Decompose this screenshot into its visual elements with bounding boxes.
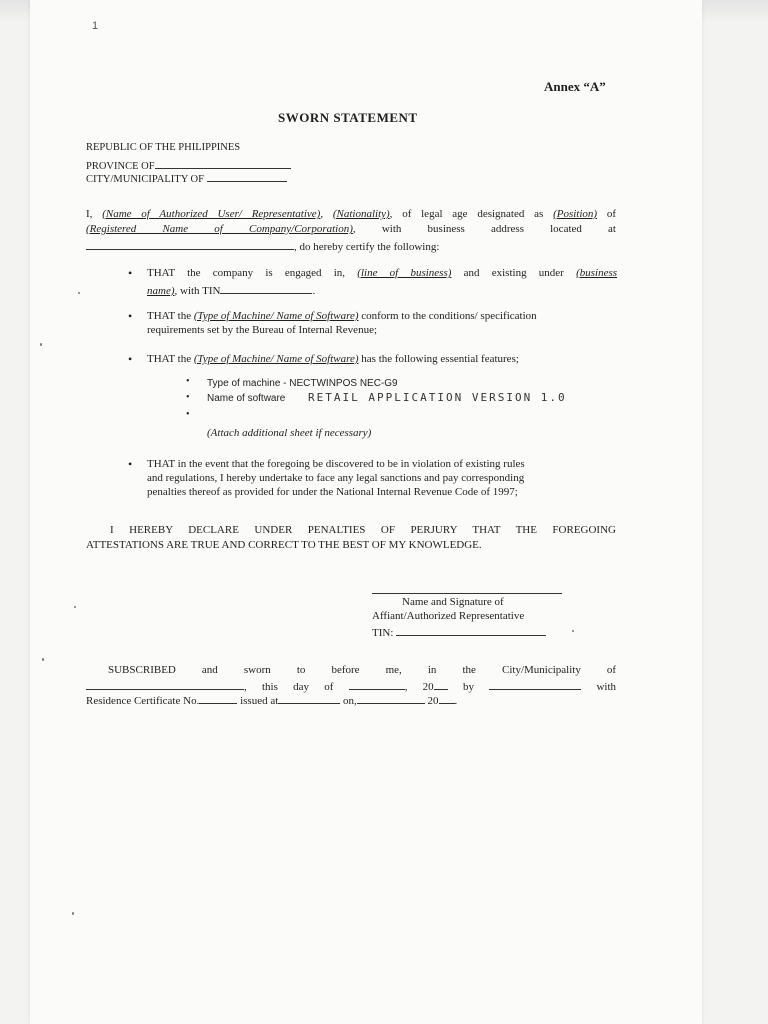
attach-note: (Attach additional sheet if necessary) (207, 427, 372, 439)
bullet3-line1: THAT the (Type of Machine/ Name of Software) has the following essential features; (147, 353, 519, 365)
subscribed-line3: Residence Certificate No. issued at on, 20 . (86, 692, 457, 707)
scan-speck (74, 606, 76, 608)
line-of-business-field: (line of business) (357, 267, 452, 279)
bullet4-line3: penalties thereof as provided for under the National Internal Revenue Code of 1997; (147, 486, 518, 498)
signature-tin-blank (396, 624, 546, 636)
company-field: (Registered Name of Company/Corporation) (86, 223, 353, 235)
scan-speck (572, 630, 574, 632)
day-blank (349, 678, 405, 690)
feature-software-label: Name of software (207, 393, 286, 404)
feature-machine-type: Type of machine - NECTWINPOS NEC-G9 (207, 378, 398, 389)
bullet-dot: • (128, 457, 133, 471)
header-city (86, 170, 287, 185)
bullet-dot: • (128, 352, 133, 366)
bullet1-line2: name), with TIN . (147, 282, 315, 297)
bullet4-line2: and regulations, I hereby undertake to face any legal sanctions and pay corresponding (147, 472, 525, 484)
machine-software-field: (Type of Machine/ Name of Software) (193, 310, 359, 322)
address-blank (86, 238, 294, 250)
city-label: CITY/MUNICIPALITY OF (86, 174, 204, 185)
signature-line (372, 593, 562, 594)
year-blank (434, 678, 448, 690)
affiant-label: Affiant/Authorized Representative (372, 610, 525, 622)
machine-software-field-2: (Type of Machine/ Name of Software) (193, 353, 359, 365)
scan-speck (40, 343, 42, 346)
declaration-line1: I HEREBY DECLARE UNDER PENALTIES OF PERJURY THAT THE FOREGOING (110, 524, 616, 536)
signature-label: Name and Signature of (402, 596, 504, 608)
bullet4-line1: THAT in the event that the foregoing be discovered to be in violation of existing rules (147, 458, 525, 470)
scan-speck (42, 658, 44, 661)
residence-blank (199, 692, 237, 704)
intro-line1: I, (Name of Authorized User/ Representative), (Nationality), of legal age designated as (Position) of (86, 208, 617, 220)
feature-software-value: RETAIL APPLICATION VERSION 1.0 (308, 391, 567, 404)
city-municipality-blank (86, 678, 244, 690)
y20-blank (439, 692, 455, 704)
name-field: (Name of Authorized User/ Representative) (102, 208, 321, 220)
subscribed-line2: , this day of , 20 by with (86, 678, 616, 693)
declaration-line2: ATTESTATIONS ARE TRUE AND CORRECT TO THE BEST OF MY KNOWLEDGE. (86, 539, 482, 551)
province-blank (155, 157, 291, 169)
bullet2-line2: requirements set by the Bureau of Internal Revenue; (147, 324, 378, 336)
scan-speck (78, 292, 80, 294)
bullet1-line1: THAT the company is engaged in, (line of business) and existing under (business (147, 267, 618, 279)
bullet-dot: • (128, 266, 133, 280)
business-name-field: name) (147, 285, 175, 297)
sub-bullet-dot: • (186, 392, 190, 403)
city-blank (207, 170, 287, 182)
page-mark: 1 (92, 20, 99, 32)
scan-speck (72, 912, 74, 915)
sub-bullet-dot: • (186, 409, 190, 420)
document-page (30, 0, 702, 1024)
annex-label: Annex “A” (544, 79, 606, 94)
intro-line3: , do hereby certify the following: (86, 238, 439, 253)
intro-line2: (Registered Name of Company/Corporation), with business address located at (86, 223, 616, 235)
position-field: (Position) (553, 208, 598, 220)
nationality-field: (Nationality) (332, 208, 390, 220)
document-title: SWORN STATEMENT (278, 110, 418, 125)
subscribed-line1: SUBSCRIBED and sworn to before me, in the City/Municipality of (108, 664, 617, 676)
province-label: PROVINCE OF (86, 161, 155, 172)
header-republic: REPUBLIC OF THE PHILIPPINES (86, 142, 241, 153)
bullet2-line1: THAT the (Type of Machine/ Name of Software) conform to the conditions/ specification (147, 310, 537, 322)
on-blank (357, 692, 425, 704)
sub-bullet-dot: • (186, 376, 190, 387)
by-blank (489, 678, 581, 690)
bullet-dot: • (128, 309, 133, 323)
signature-tin: TIN: (372, 624, 546, 639)
issued-blank (278, 692, 340, 704)
tin-blank (220, 282, 312, 294)
